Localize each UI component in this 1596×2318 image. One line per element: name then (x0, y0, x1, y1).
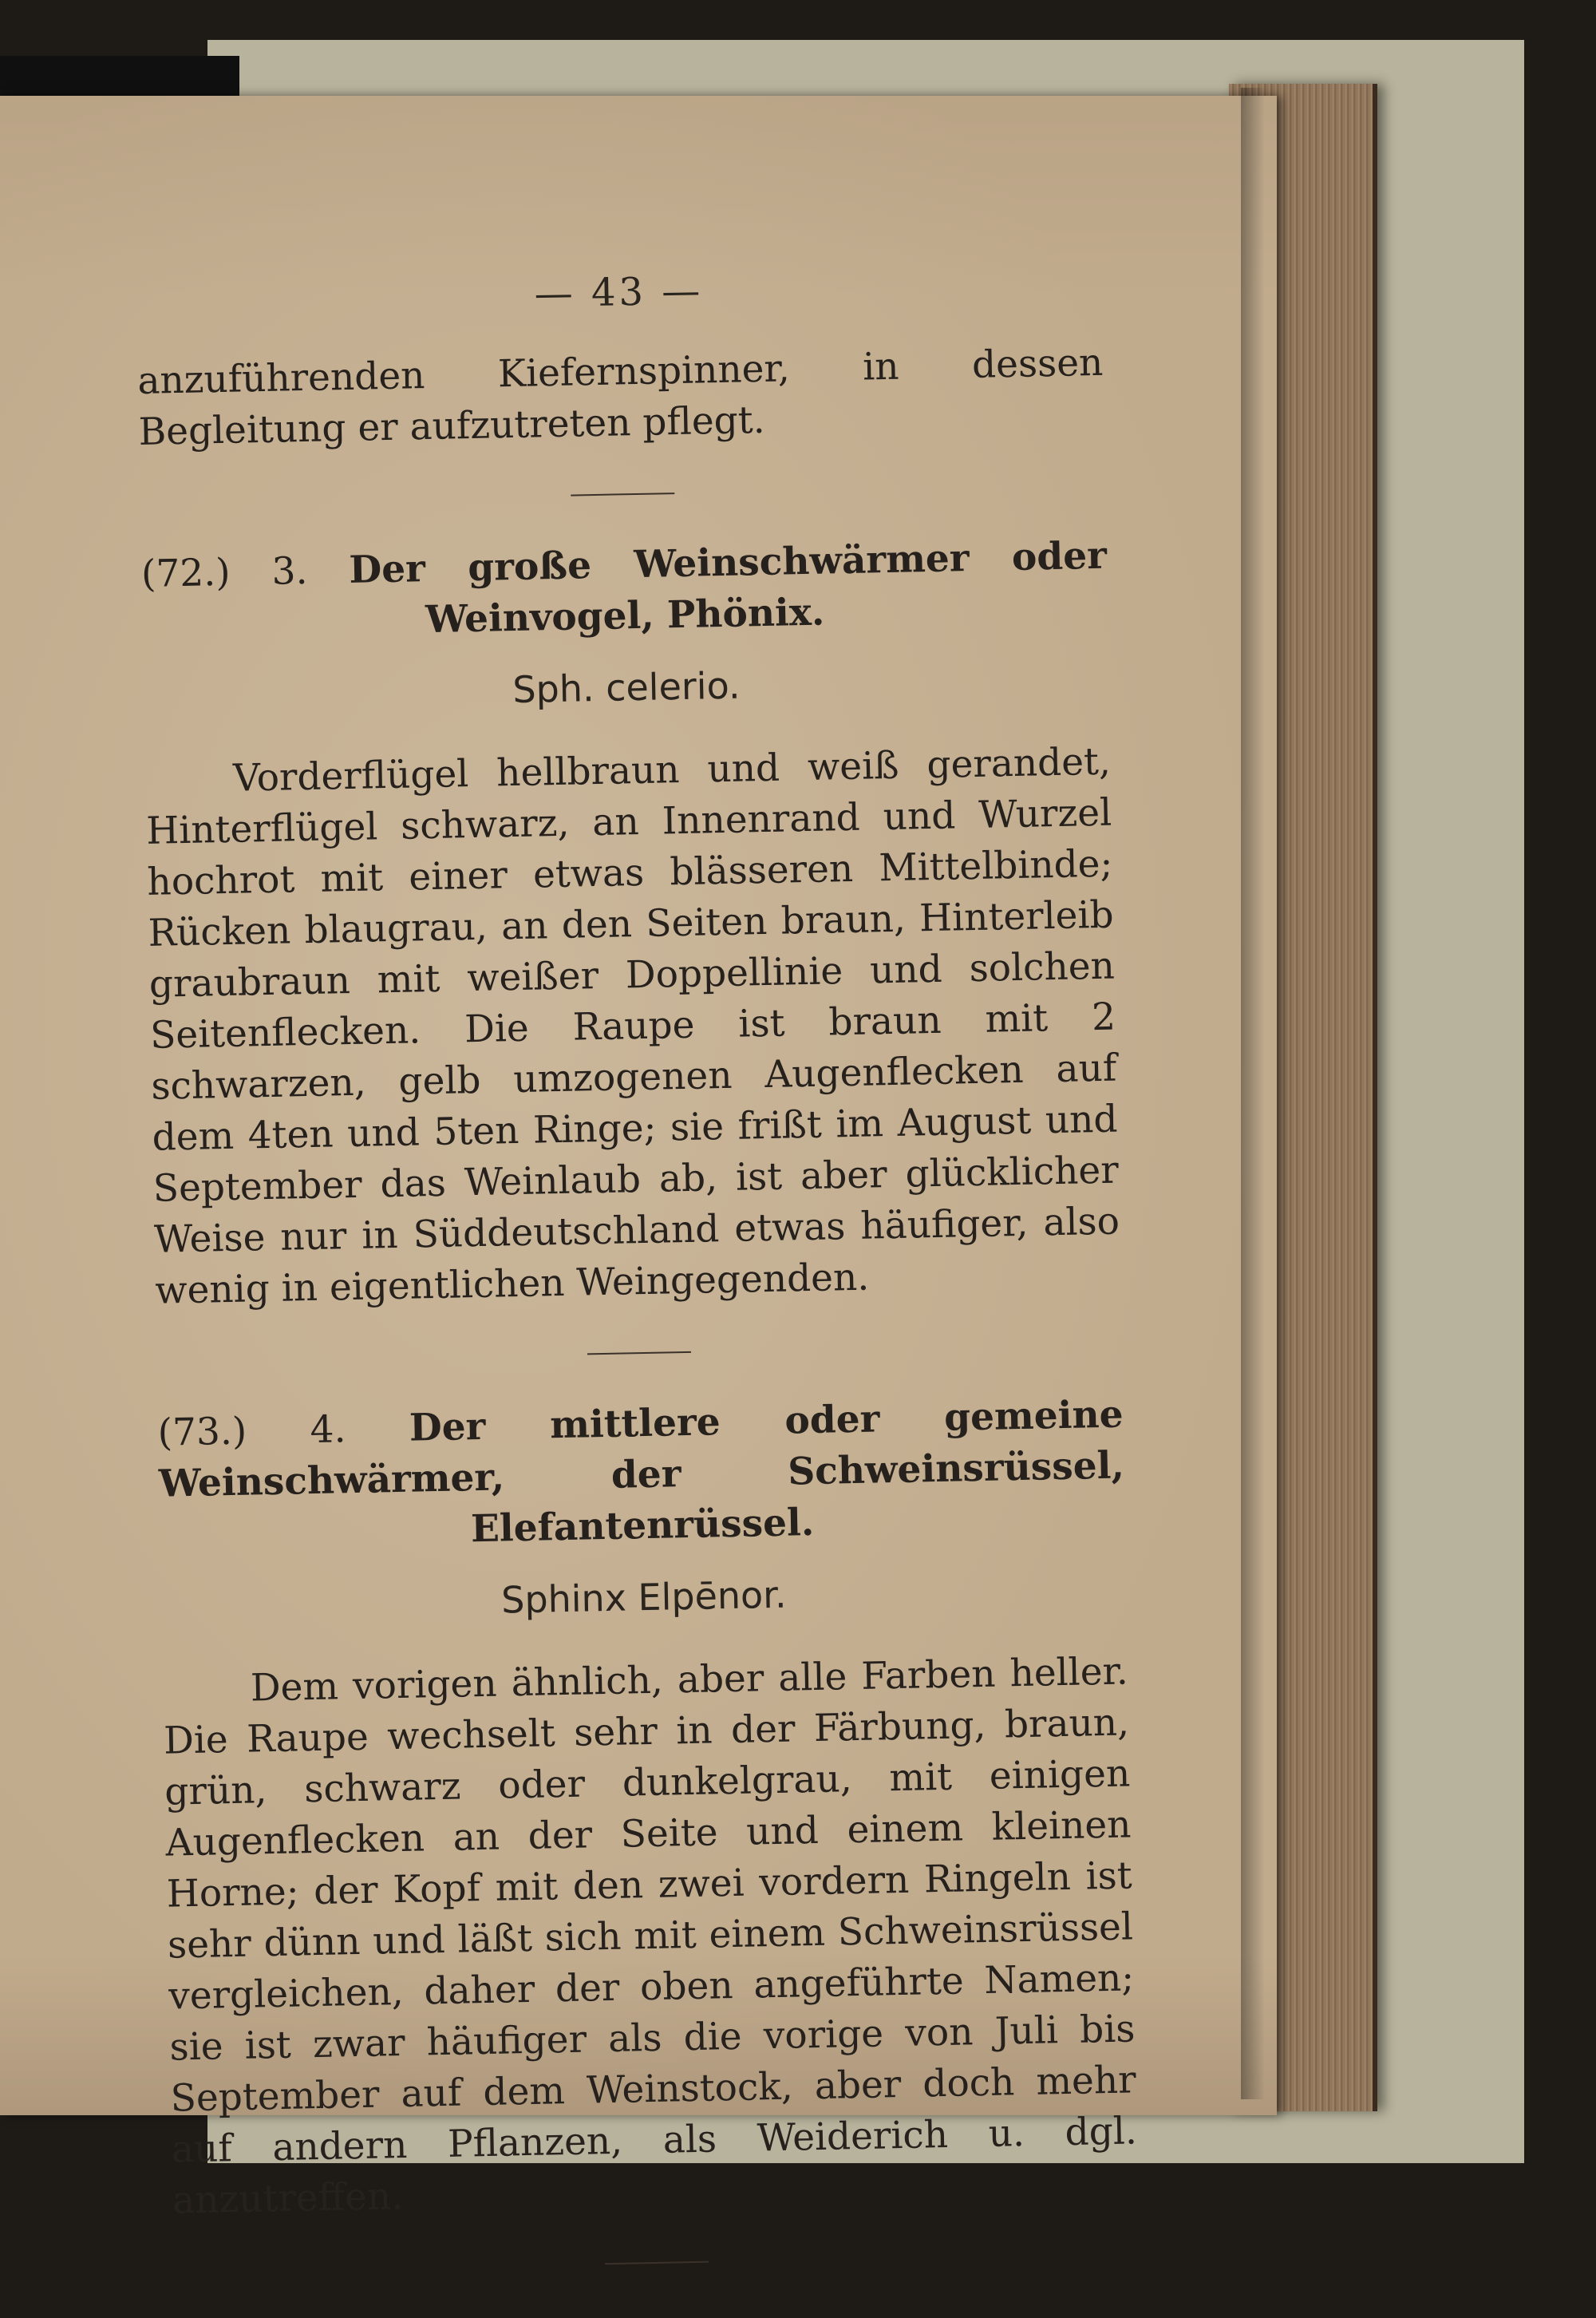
section-72-title: Der große Weinschwärmer oder Weinvogel, Phönix. (348, 533, 1108, 643)
intro-paragraph: anzuführenden Kiefernspinner, in dessen Begleitung er aufzutreten pflegt. (136, 340, 1104, 454)
section-73-heading (157, 1390, 1125, 1561)
section-divider (571, 492, 674, 496)
section-72-body: Vorderflügel hellbraun und weiß gerandet, Hinterflügel schwarz, an Innenrand und Wurzel hochrot mit einer etwas blässeren Mittelbinde; Rücken blaugrau, an den Seiten braun, Hinterleib graubraun mit weißer Doppellinie und solchen Seitenflecken. Die Raupe ist braun mit 2 schwarzen, gelb umzogenen Augenflecken auf dem 4ten und 5ten Ringe; sie frißt im August und September das Weinlaub ab, ist aber glücklicher Weise nur in Süddeutschland etwas häufiger, also wenig in eigentlichen Weingegenden. (145, 739, 1120, 1313)
section-divider (587, 1351, 691, 1355)
section-72-heading (140, 531, 1108, 651)
book-page (0, 96, 1277, 2223)
section-72-number: (72.) 3. (140, 548, 308, 596)
section-73-species: Sphinx Elpēnor. (500, 1572, 787, 1622)
page-edge-shadow (1241, 88, 1265, 2099)
section-divider (605, 2261, 709, 2265)
section-72-species: Sph. celerio. (512, 663, 741, 712)
section-73-number: (73.) 4. (157, 1407, 346, 1455)
page-number: — 43 — (534, 268, 704, 317)
text-block (136, 261, 1140, 2318)
section-73-body: Dem vorigen ähnlich, aber alle Farben heller. Die Raupe wechselt sehr in der Färbung, braun, grün, schwarz oder dunkelgrau, mit einigen Augenflecken an der Seite und einem kleinen Horne; der Kopf mit den zwei vordern Ringeln ist sehr dünn und läßt sich mit einem Schweinsrüssel vergleichen, daher der oben angeführte Namen; sie ist zwar häufiger als die vorige von Juli bis September auf dem Weinstock, aber doch mehr auf andern Pflanzen, als Weiderich u. dgl. anzutreffen. (163, 1649, 1138, 2223)
section-73-title: Der mittlere oder gemeine Weinschwärmer, der Schweinsrüssel, Elefantenrüssel. (158, 1392, 1125, 1552)
